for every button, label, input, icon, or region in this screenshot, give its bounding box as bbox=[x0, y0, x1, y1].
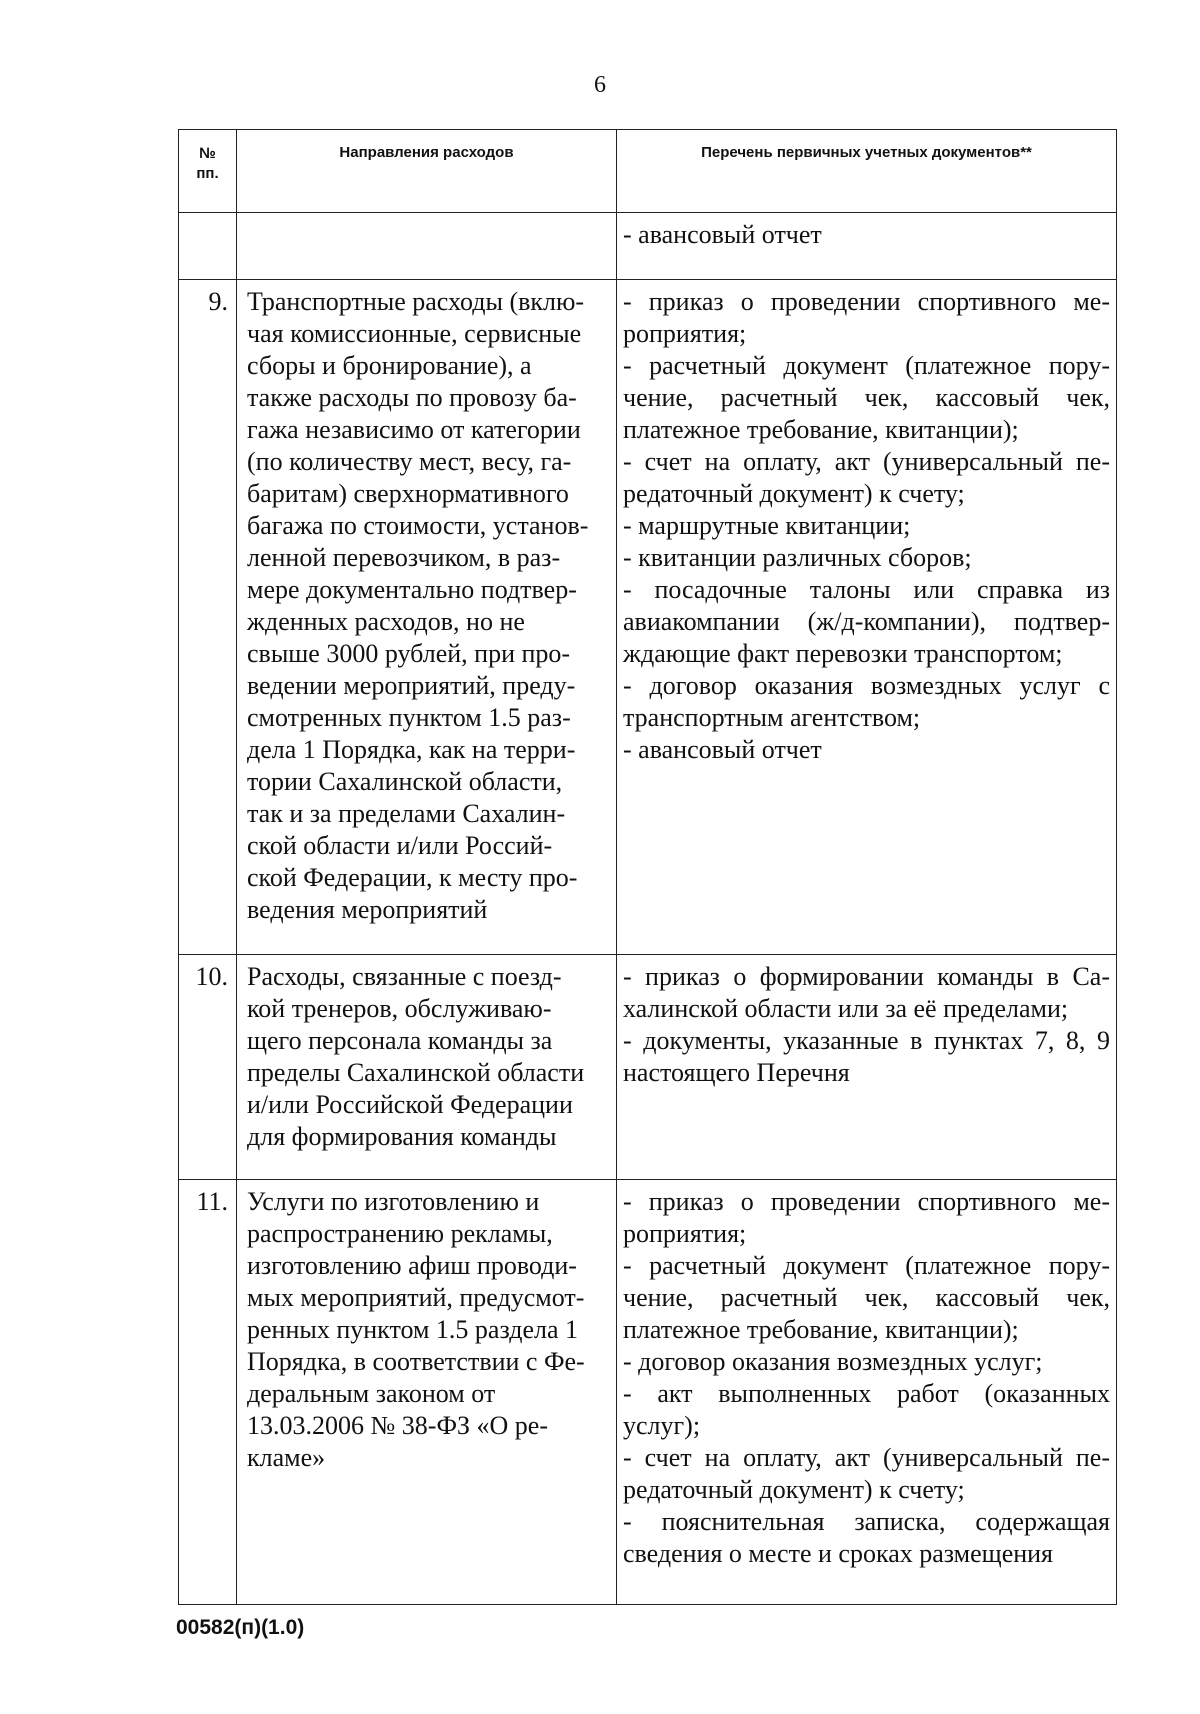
document-line: роприятия; bbox=[623, 1219, 747, 1248]
direction-line: Расходы, связанные с поезд- bbox=[247, 962, 562, 991]
header-documents: Перечень первичных учетных документов** bbox=[617, 130, 1117, 213]
document-line: редаточный документ) к счету; bbox=[623, 479, 965, 508]
row-direction bbox=[237, 280, 617, 955]
document-line: - квитанции различных сборов; bbox=[623, 543, 972, 572]
header-direction: Направления расходов bbox=[237, 130, 617, 213]
document-line: настоящего Перечня bbox=[623, 1058, 850, 1087]
document-code: 00582(п)(1.0) bbox=[176, 1616, 305, 1639]
direction-line: кой тренеров, обслуживаю- bbox=[247, 994, 552, 1023]
direction-line: мере документально подтвер- bbox=[247, 575, 577, 604]
direction-line: распространению рекламы, bbox=[247, 1219, 553, 1248]
direction-line: багажа по стоимости, установ- bbox=[247, 511, 589, 540]
direction-line: жденных расходов, но не bbox=[247, 607, 525, 636]
document-line: чение, расчетный чек, кассовый чек, bbox=[623, 383, 1110, 412]
header-number-line: № bbox=[199, 145, 216, 162]
document-line: - счет на оплату, акт (универсальный пе- bbox=[623, 447, 1110, 476]
document-line: - договор оказания возмездных услуг с bbox=[623, 671, 1110, 700]
direction-line: также расходы по провозу ба- bbox=[247, 383, 577, 412]
document-line: - посадочные талоны или справка из bbox=[623, 575, 1110, 604]
direction-line: ренных пунктом 1.5 раздела 1 bbox=[247, 1315, 579, 1344]
row-direction bbox=[237, 213, 617, 280]
document-line: услуг); bbox=[623, 1411, 701, 1440]
document-line: транспортным агентством; bbox=[623, 703, 921, 732]
document-line: сведения о месте и сроках размещения bbox=[623, 1539, 1054, 1568]
document-line: - счет на оплату, акт (универсальный пе- bbox=[623, 1443, 1110, 1472]
document-line: роприятия; bbox=[623, 319, 747, 348]
direction-line: смотренных пунктом 1.5 раз- bbox=[247, 703, 571, 732]
row-documents bbox=[617, 1180, 1117, 1605]
expense-documents-table bbox=[178, 129, 1117, 1605]
document-line: - авансовый отчет bbox=[623, 220, 822, 249]
direction-line: 13.03.2006 № 38-ФЗ «О ре- bbox=[247, 1411, 549, 1440]
document-line: - приказ о проведении спортивного ме- bbox=[623, 1187, 1110, 1216]
row-documents bbox=[617, 213, 1117, 280]
page-number: 6 bbox=[594, 72, 606, 98]
document-line: платежное требование, квитанции); bbox=[623, 1315, 1019, 1344]
direction-line: гажа независимо от категории bbox=[247, 415, 581, 444]
document-line: чение, расчетный чек, кассовый чек, bbox=[623, 1283, 1110, 1312]
document-line: - маршрутные квитанции; bbox=[623, 511, 911, 540]
direction-line: щего персонала команды за bbox=[247, 1026, 553, 1055]
row-number: 11. bbox=[179, 1180, 237, 1605]
header-number bbox=[179, 130, 237, 213]
direction-line: кламе» bbox=[247, 1443, 326, 1472]
direction-line: деральным законом от bbox=[247, 1379, 496, 1408]
direction-line: ведении мероприятий, преду- bbox=[247, 671, 576, 700]
direction-line: свыше 3000 рублей, при про- bbox=[247, 639, 571, 668]
direction-line: ской области и/или Россий- bbox=[247, 831, 553, 860]
table-row bbox=[179, 1180, 1117, 1605]
row-number: 10. bbox=[179, 955, 237, 1180]
header-number-line: пп. bbox=[196, 165, 219, 182]
document-line: редаточный документ) к счету; bbox=[623, 1475, 965, 1504]
direction-line: ведения мероприятий bbox=[247, 895, 488, 924]
direction-line: изготовлению афиш проводи- bbox=[247, 1251, 577, 1280]
document-line: платежное требование, квитанции); bbox=[623, 415, 1019, 444]
direction-line: ской Федерации, к месту про- bbox=[247, 863, 578, 892]
document-line: - приказ о формировании команды в Са- bbox=[623, 962, 1110, 991]
row-direction bbox=[237, 955, 617, 1180]
table-row bbox=[179, 955, 1117, 1180]
document-line: - расчетный документ (платежное пору- bbox=[623, 1251, 1110, 1280]
direction-line: баритам) сверхнормативного bbox=[247, 479, 569, 508]
document-line: - документы, указанные в пунктах 7, 8, 9 bbox=[623, 1026, 1110, 1055]
document-line: - акт выполненных работ (оказанных bbox=[623, 1379, 1110, 1408]
document-line: - авансовый отчет bbox=[623, 735, 822, 764]
table-header-row bbox=[179, 130, 1117, 213]
direction-line: Порядка, в соответствии с Фе- bbox=[247, 1347, 585, 1376]
document-line: - приказ о проведении спортивного ме- bbox=[623, 287, 1110, 316]
direction-line: мых мероприятий, предусмот- bbox=[247, 1283, 585, 1312]
direction-line: и/или Российской Федерации bbox=[247, 1090, 573, 1119]
direction-line: так и за пределами Сахалин- bbox=[247, 799, 566, 828]
table-row bbox=[179, 280, 1117, 955]
table-row-continuation bbox=[179, 213, 1117, 280]
document-line: авиакомпании (ж/д-компании), подтвер- bbox=[623, 607, 1110, 636]
document-line: - договор оказания возмездных услуг; bbox=[623, 1347, 1043, 1376]
direction-line: (по количеству мест, весу, га- bbox=[247, 447, 572, 476]
direction-line: дела 1 Порядка, как на терри- bbox=[247, 735, 576, 764]
direction-line: тории Сахалинской области, bbox=[247, 767, 563, 796]
document-line: - пояснительная записка, содержащая bbox=[623, 1507, 1110, 1536]
row-number bbox=[179, 213, 237, 280]
row-direction bbox=[237, 1180, 617, 1605]
document-line: - расчетный документ (платежное пору- bbox=[623, 351, 1110, 380]
direction-line: для формирования команды bbox=[247, 1122, 557, 1151]
row-documents bbox=[617, 280, 1117, 955]
direction-line: сборы и бронирование), а bbox=[247, 351, 532, 380]
document-line: ждающие факт перевозки транспортом; bbox=[623, 639, 1063, 668]
direction-line: пределы Сахалинской области bbox=[247, 1058, 585, 1087]
row-number: 9. bbox=[179, 280, 237, 955]
row-documents bbox=[617, 955, 1117, 1180]
direction-line: Услуги по изготовлению и bbox=[247, 1187, 540, 1216]
direction-line: чая комиссионные, сервисные bbox=[247, 319, 582, 348]
direction-line: ленной перевозчиком, в раз- bbox=[247, 543, 561, 572]
direction-line: Транспортные расходы (вклю- bbox=[247, 287, 585, 316]
document-line: халинской области или за её пределами; bbox=[623, 994, 1069, 1023]
